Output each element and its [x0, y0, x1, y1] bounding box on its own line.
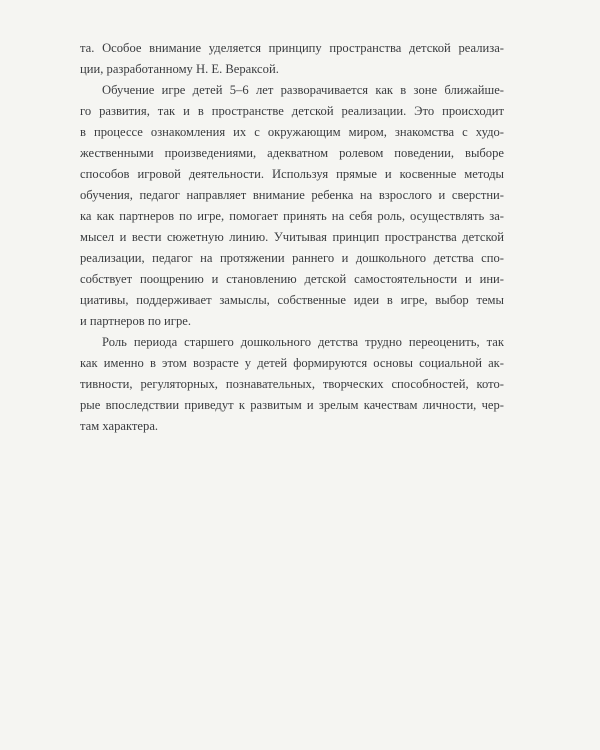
- text-line: тивности, регуляторных, познавательных, творческих способностей, кото-: [80, 377, 504, 391]
- text-line: способов игровой деятельности. Используя прямые и косвенные методы: [80, 167, 504, 181]
- text-line: там характера.: [80, 419, 159, 433]
- paragraph: [80, 38, 504, 80]
- text-line: мысел и вести сюжетную линию. Учитывая принцип пространства детской: [80, 230, 504, 244]
- paragraph: [80, 332, 504, 437]
- text-line: рые впоследствии приведут к развитым и зрелым качествам личности, чер-: [80, 398, 504, 412]
- text-line: в процессе ознакомления их с окружающим миром, знакомства с худо-: [80, 125, 504, 139]
- paragraph: [80, 80, 504, 332]
- text-line: Роль периода старшего дошкольного детства трудно переоценить, так: [102, 335, 504, 349]
- text-line: го развития, так и в пространстве детской реализации. Это происходит: [80, 104, 504, 118]
- text-line: ка как партнеров по игре, помогает принять на себя роль, осуществлять за-: [80, 209, 504, 223]
- text-line: ции, разработанному Н. Е. Вераксой.: [80, 62, 279, 76]
- text-line: та. Особое внимание уделяется принципу пространства детской реализа-: [80, 41, 504, 55]
- text-line: обучения, педагог направляет внимание ребенка на взрослого и сверстни-: [80, 188, 504, 202]
- body-text: [80, 38, 504, 437]
- text-line: жественными произведениями, адекватном ролевом поведении, выборе: [80, 146, 504, 160]
- text-line: циативы, поддерживает замыслы, собственные идеи в игре, выбор темы: [80, 293, 504, 307]
- text-line: собствует поощрению и становлению детской самостоятельности и ини-: [80, 272, 504, 286]
- text-line: Обучение игре детей 5–6 лет разворачивается как в зоне ближайше-: [102, 83, 504, 97]
- text-line: реализации, педагог на протяжении раннего и дошкольного детства спо-: [80, 251, 504, 265]
- text-line: и партнеров по игре.: [80, 314, 191, 328]
- text-line: как именно в этом возрасте у детей формируются основы социальной ак-: [80, 356, 504, 370]
